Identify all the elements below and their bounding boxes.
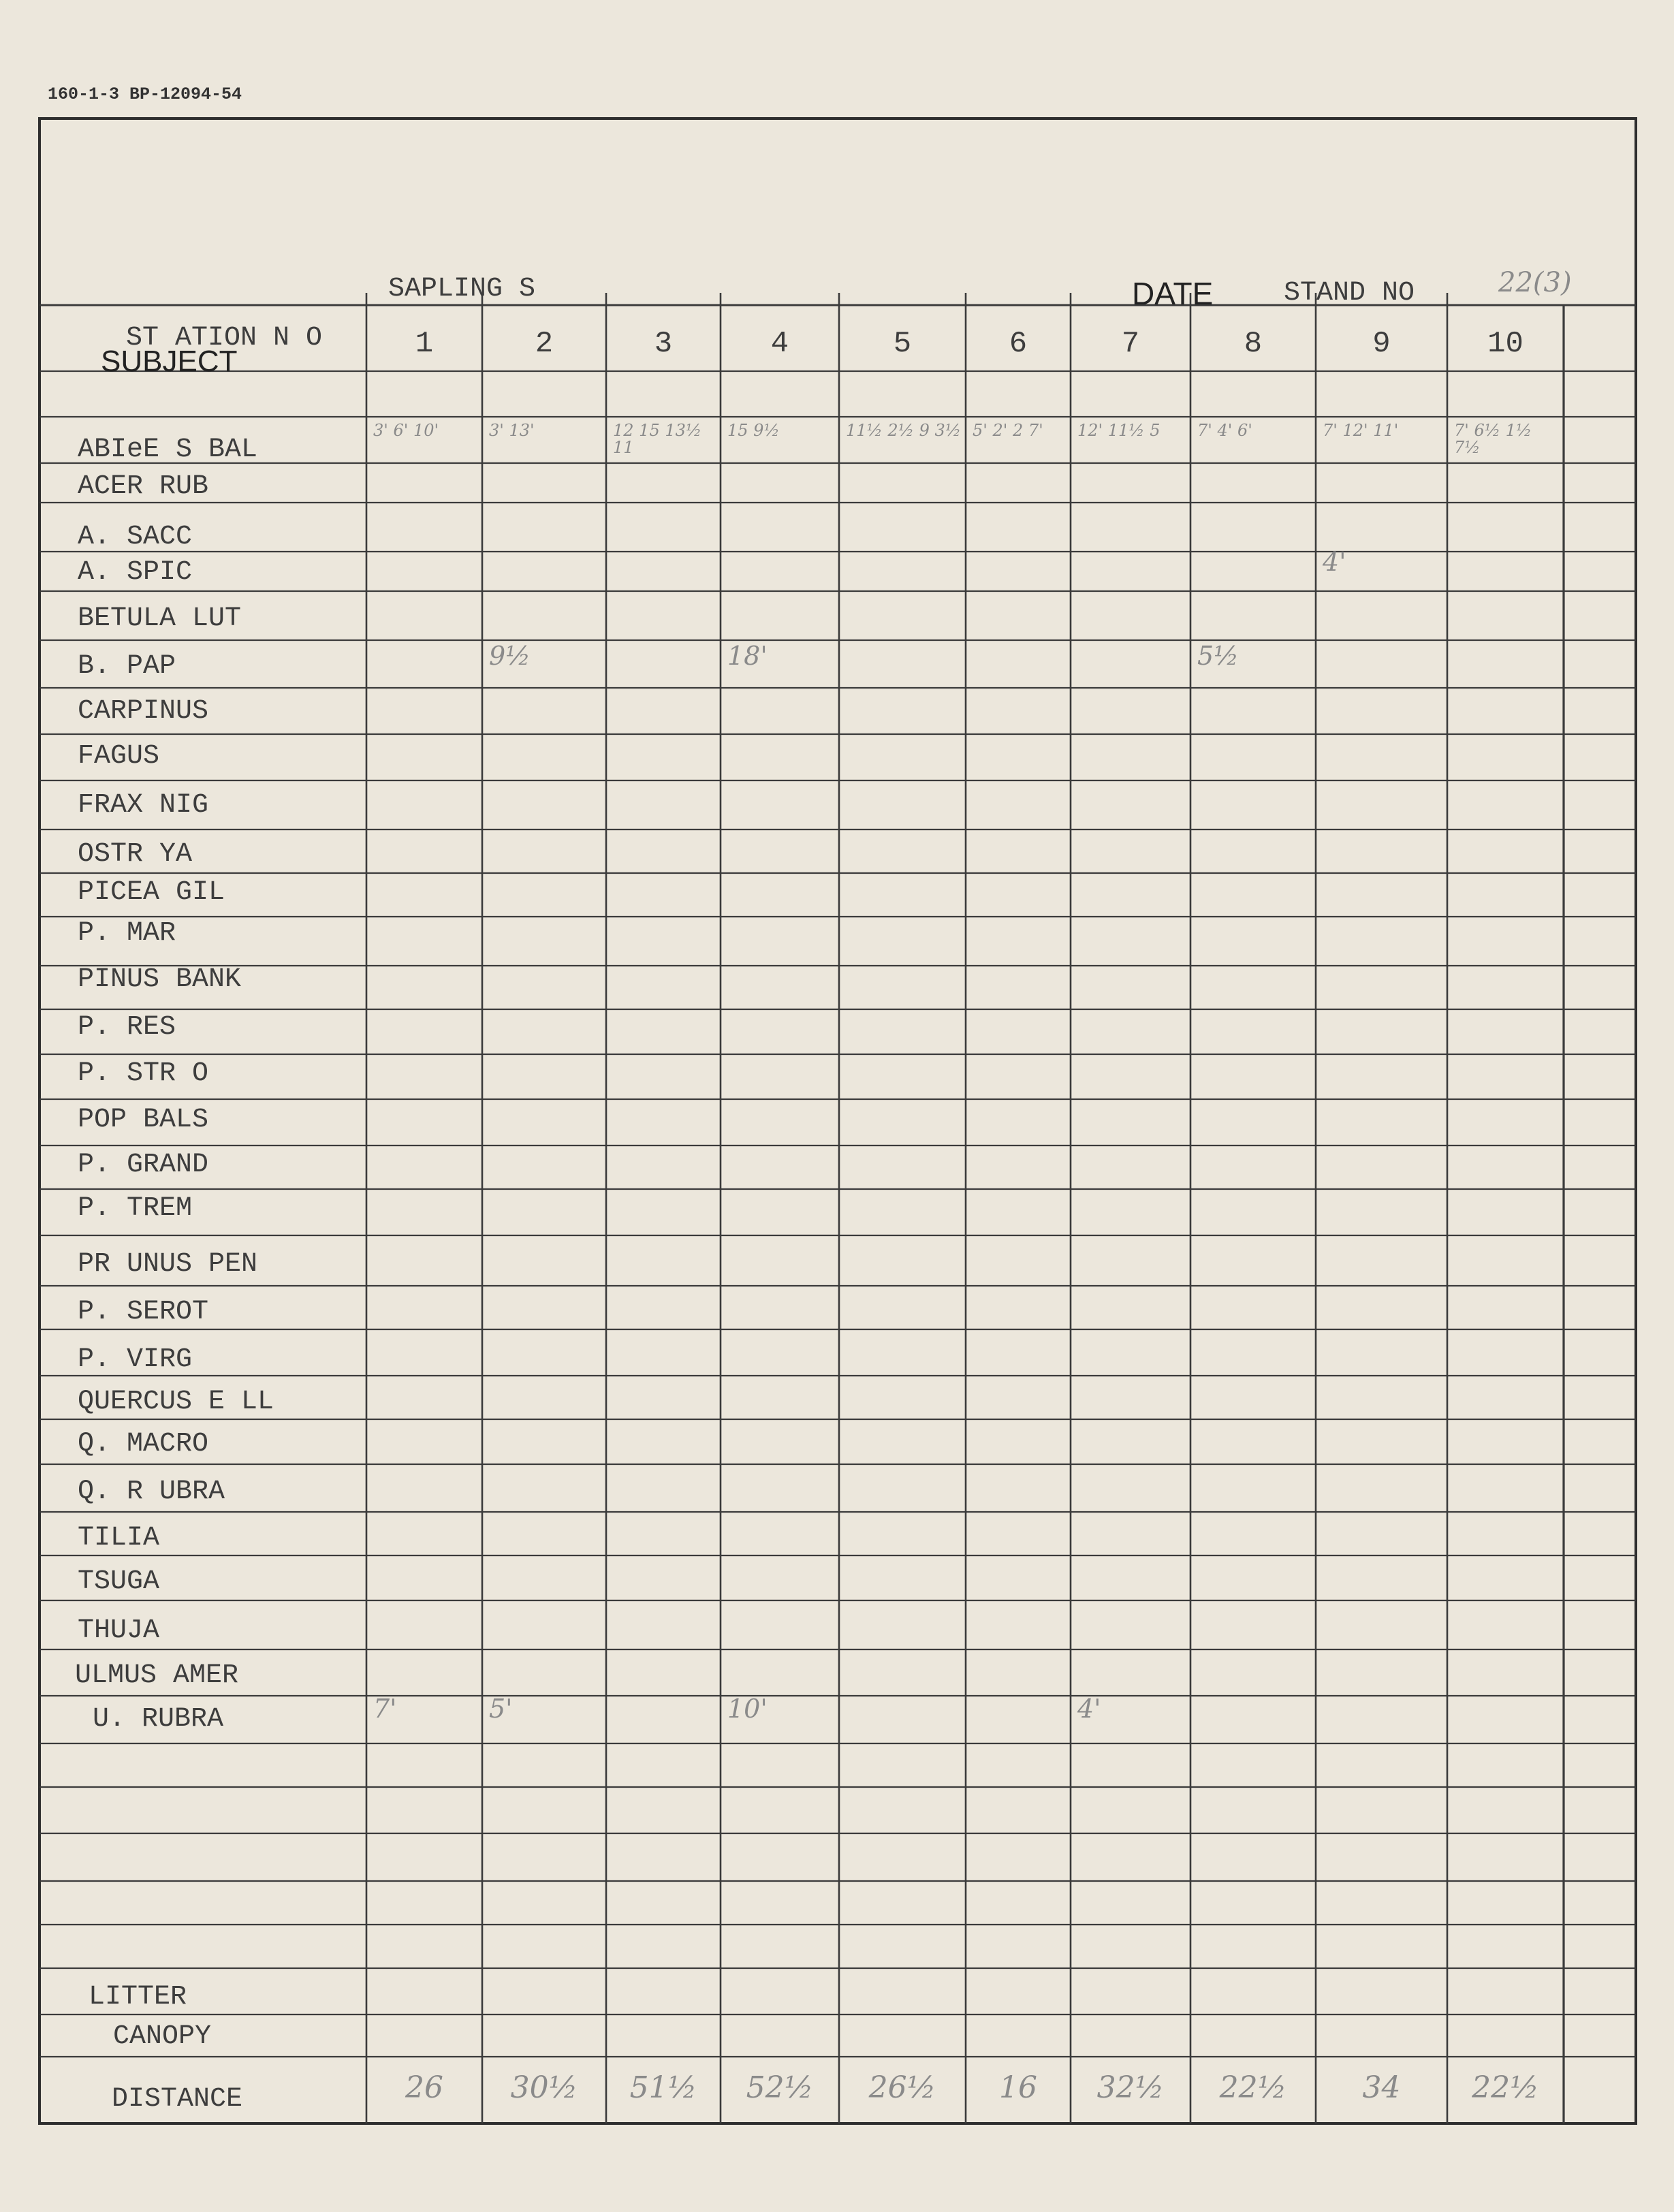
distance-value-st5: 26½	[868, 2070, 936, 2105]
species-label-p-str-o: P. STR O	[78, 1058, 209, 1089]
station-number-1: 1	[415, 327, 434, 361]
species-label-p-res: P. RES	[78, 1012, 176, 1043]
entry-abiee-s-bal-st5: 11½ 2½ 9 3½	[846, 421, 962, 440]
species-label-fagus: FAGUS	[78, 741, 160, 772]
station-number-8: 8	[1244, 327, 1263, 361]
entry-abiee-s-bal-st2: 3' 13'	[489, 421, 535, 440]
distance-value-st1: 26	[405, 2070, 443, 2105]
entry-b-pap-st8: 5½	[1197, 641, 1239, 671]
species-label-tsuga: TSUGA	[78, 1566, 160, 1597]
entry-abiee-s-bal-st10: 7' 6½ 1½ 7½	[1454, 421, 1532, 458]
stand-no-value: 22(3)	[1498, 267, 1572, 298]
distance-value-st8: 22½	[1219, 2070, 1287, 2105]
species-label-p-grand: P. GRAND	[78, 1150, 209, 1180]
station-number-4: 4	[770, 327, 789, 361]
species-label-q-macro: Q. MACRO	[78, 1429, 209, 1459]
species-label-ulmus-amer: ULMUS AMER	[75, 1660, 239, 1691]
species-label-quercus-e-ll: QUERCUS E LL	[78, 1387, 274, 1417]
distance-value-st7: 32½	[1096, 2070, 1165, 2105]
station-number-5: 5	[893, 327, 912, 361]
stand-no-label: STAND NO	[1284, 278, 1415, 309]
station-number-9: 9	[1372, 327, 1391, 361]
distance-value-st2: 30½	[510, 2070, 578, 2105]
species-label-abiee-s-bal: ABIeE S BAL	[78, 434, 258, 465]
station-number-2: 2	[535, 327, 554, 361]
species-label-b-pap: B. PAP	[78, 651, 176, 682]
litter-label: LITTER	[89, 1982, 187, 2012]
date-label: DATE	[1132, 276, 1214, 311]
species-label-u-rubra: U. RUBRA	[93, 1704, 224, 1735]
species-label-ostr-ya: OSTR YA	[78, 839, 193, 870]
species-label-p-trem: P. TREM	[78, 1193, 193, 1224]
station-number-6: 6	[1009, 327, 1028, 361]
entry-abiee-s-bal-st9: 7' 12' 11'	[1323, 421, 1399, 440]
species-label-betula-lut: BETULA LUT	[78, 603, 242, 634]
species-label-pop-bals: POP BALS	[78, 1105, 209, 1135]
distance-value-st4: 52½	[746, 2070, 814, 2105]
entry-b-pap-st2: 9½	[489, 641, 531, 671]
station-number-3: 3	[654, 327, 673, 361]
entry-abiee-s-bal-st6: 5' 2' 2 7'	[973, 421, 1043, 440]
form-title: SAPLING S	[388, 274, 536, 304]
species-label-picea-gil: PICEA GIL	[78, 877, 225, 908]
station-label: ST ATION N O	[126, 323, 323, 353]
entry-abiee-s-bal-st1: 3' 6' 10'	[373, 421, 439, 440]
species-label-acer-rub: ACER RUB	[78, 471, 209, 502]
species-label-pinus-bank: PINUS BANK	[78, 964, 242, 995]
entry-u-rubra-st2: 5'	[489, 1694, 513, 1724]
entry-a-spic-st9: 4'	[1323, 547, 1346, 577]
distance-value-st6: 16	[999, 2070, 1037, 2105]
canopy-label: CANOPY	[113, 2021, 212, 2052]
distance-value-st3: 51½	[629, 2070, 697, 2105]
entry-b-pap-st4: 18'	[727, 641, 768, 671]
form-code: 160-1-3 BP-12094-54	[48, 84, 242, 104]
form-border	[40, 118, 1636, 2123]
species-label-pr-unus-pen: PR UNUS PEN	[78, 1249, 258, 1280]
distance-value-st9: 34	[1362, 2070, 1401, 2105]
station-number-10: 10	[1487, 327, 1523, 361]
species-label-thuja: THUJA	[78, 1615, 160, 1646]
entry-abiee-s-bal-st7: 12' 11½ 5	[1077, 421, 1160, 440]
species-label-q-r-ubra: Q. R UBRA	[78, 1476, 225, 1507]
distance-value-st10: 22½	[1472, 2070, 1539, 2105]
entry-u-rubra-st4: 10'	[727, 1694, 768, 1724]
species-label-p-virg: P. VIRG	[78, 1344, 193, 1375]
species-label-frax-nig: FRAX NIG	[78, 790, 209, 821]
subject-label: SUBJECT	[101, 345, 238, 378]
entry-u-rubra-st7: 4'	[1077, 1694, 1101, 1724]
species-label-a-spic: A. SPIC	[78, 557, 193, 588]
species-label-p-serot: P. SEROT	[78, 1297, 209, 1327]
species-label-p-mar: P. MAR	[78, 918, 176, 949]
species-label-a-sacc: A. SACC	[78, 522, 193, 552]
entry-u-rubra-st1: 7'	[373, 1694, 397, 1724]
distance-label: DISTANCE	[112, 2084, 243, 2115]
entry-abiee-s-bal-st4: 15 9½	[727, 421, 780, 440]
species-label-carpinus: CARPINUS	[78, 696, 209, 727]
station-number-7: 7	[1121, 327, 1140, 361]
entry-abiee-s-bal-st3: 12 15 13½ 11	[613, 421, 702, 458]
entry-abiee-s-bal-st8: 7' 4' 6'	[1197, 421, 1252, 440]
species-label-tilia: TILIA	[78, 1523, 160, 1553]
